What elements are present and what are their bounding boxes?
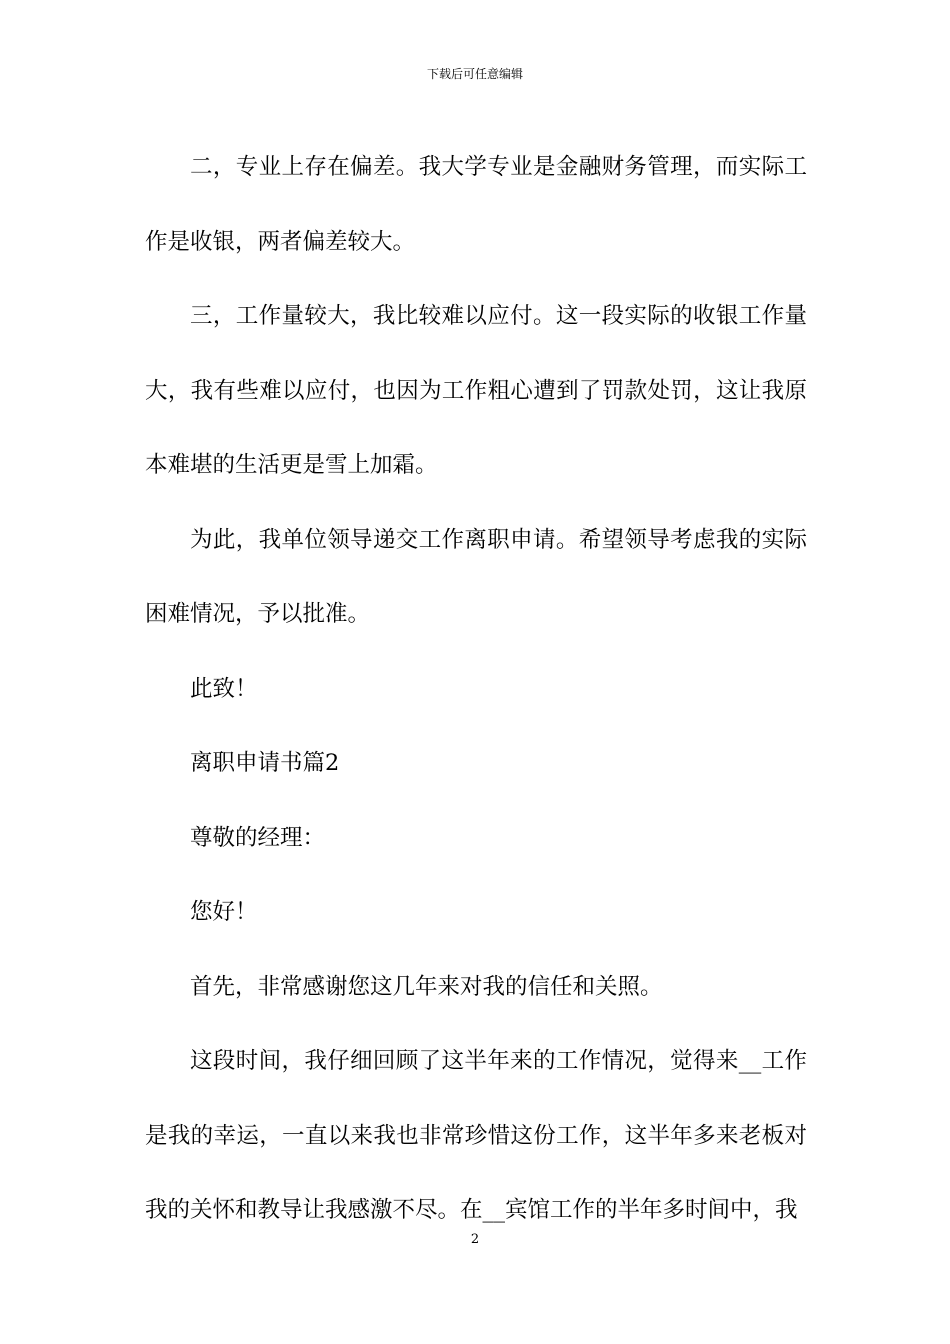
paragraph-request: 为此，我单位领导递交工作离职申请。希望领导考虑我的实际困难情况，予以批准。: [145, 526, 807, 627]
paragraph-workload: 三，工作量较大，我比较难以应付。这一段实际的收银工作量大，我有些难以应付，也因为工作粗心遭到了罚款处罚，这让我原本难堪的生活更是雪上加霜。: [145, 303, 807, 478]
section-title: 离职申请书篇2: [190, 750, 340, 776]
paragraph-review: 这段时间，我仔细回顾了这半年来的工作情况，觉得来__工作是我的幸运，一直以来我也非常珍惜这份工作，这半年多来老板对我的关怀和教导让我感激不尽。在__宾馆工作的半年多时间中，我: [145, 1048, 807, 1223]
salutation: 尊敬的经理：: [190, 824, 326, 851]
page-number: 2: [470, 1232, 480, 1247]
page-header: 下载后可任意编辑: [426, 67, 523, 81]
greeting: 您好！: [190, 899, 258, 925]
document-body: [145, 130, 807, 1248]
paragraph-thanks: 首先，非常感谢您这几年来对我的信任和关照。: [190, 973, 663, 1000]
paragraph-closing: 此致！: [190, 675, 258, 702]
paragraph-professional-mismatch: 二，专业上存在偏差。我大学专业是金融财务管理，而实际工作是收银，两者偏差较大。: [145, 154, 807, 255]
